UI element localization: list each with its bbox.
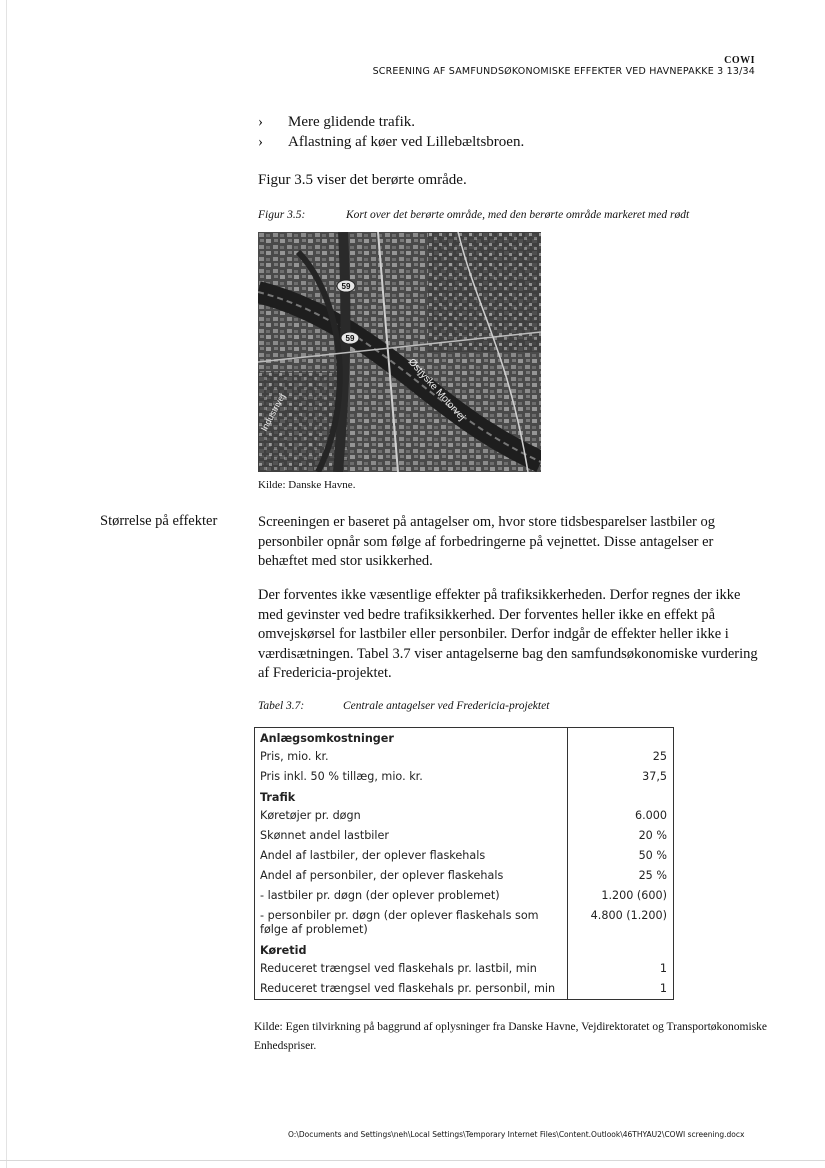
table-cell-value: 4.800 (1.200)	[590, 909, 667, 922]
bullet-item	[258, 114, 415, 131]
table-cell-value: 1	[659, 962, 667, 975]
table-cell-value: 25	[652, 750, 667, 763]
table-row	[255, 866, 674, 886]
intro-text: Figur 3.5 viser det berørte område.	[258, 172, 467, 188]
table-section-header	[255, 940, 674, 959]
table-cell-value	[568, 787, 674, 806]
table-row	[255, 846, 674, 866]
table-source: Kilde: Egen tilvirkning på baggrund af oplysninger fra Danske Havne, Vejdirektoratet og Transportøkonomiske Enhedspriser.	[254, 1021, 768, 1052]
table-cell-value	[568, 940, 674, 959]
bullet-text: Aflastning af køer ved Lillebæltsbroen.	[288, 134, 525, 150]
table-cell-label: Anlægsomkostninger	[255, 728, 568, 748]
table-body	[255, 728, 674, 1000]
paragraph: Screeningen er baseret på antagelser om, hvor store tidsbesparelser lastbiler og personbiler opnår som følge af forbedringerne på vejnettet. Disse antagelser er behæftet med stor usikkerhed.	[258, 514, 715, 569]
bullet-item	[258, 134, 524, 151]
figure-caption-text: Kort over det berørte område, med den berørte område markeret med rødt	[346, 209, 690, 221]
table-cell-label: Reduceret trængsel ved flaskehals pr. personbil, min	[255, 979, 568, 1000]
table-section-header	[255, 728, 674, 748]
table-cell-value: 1.200 (600)	[601, 889, 667, 902]
table-cell-label: Køretøjer pr. døgn	[255, 806, 568, 826]
table-row	[255, 959, 674, 979]
bullet-marker: ›	[258, 114, 263, 130]
road-number-top: 59	[341, 282, 351, 291]
table-caption	[258, 700, 549, 712]
table-row	[255, 767, 674, 787]
table-cell-label: Andel af lastbiler, der oplever flaskehals	[255, 846, 568, 866]
table-row	[255, 806, 674, 826]
scan-edge-left	[6, 0, 7, 1168]
table-cell-value: 37,5	[642, 770, 667, 783]
table-cell-label: Reduceret trængsel ved flaskehals pr. lastbil, min	[255, 959, 568, 979]
paragraph: Der forventes ikke væsentlige effekter på trafiksikkerheden. Derfor regnes der ikke med gevinster ved bedre trafiksikkerhed. Der forventes heller ikke en effekt på omvejskørsel for lastbiler eller personbiler. Derfor indgår de effekter heller ikke i værdisætningen. Tabel 3.7 viser antagelserne bag den samfundsøkonomiske vurdering af Fredericia-projektet.	[258, 587, 758, 681]
table-cell-value: 25 %	[638, 869, 667, 882]
table-row	[255, 886, 674, 906]
table-label: Tabel 3.7:	[258, 700, 305, 712]
table-cell-label: Skønnet andel lastbiler	[255, 826, 568, 846]
table-cell-value: 50 %	[638, 849, 667, 862]
table-cell-value: 6.000	[634, 809, 667, 822]
running-head: SCREENING AF SAMFUNDSØKONOMISKE EFFEKTER VED HAVNEPAKKE 3 13/34	[372, 66, 755, 77]
bullet-text: Mere glidende trafik.	[288, 114, 416, 130]
side-heading: Størrelse på effekter	[100, 513, 218, 529]
table-cell-value: 1	[659, 982, 667, 995]
scan-edge-bottom	[0, 1160, 825, 1161]
figure-label: Figur 3.5:	[258, 209, 306, 221]
bullet-marker: ›	[258, 134, 263, 150]
assumptions-table	[254, 727, 674, 1000]
road-number-mid: 59	[345, 334, 355, 343]
motorway-label: Østjyske Motorvej	[405, 356, 468, 424]
table-cell-label: Pris inkl. 50 % tillæg, mio. kr.	[255, 767, 568, 787]
table-cell-label: Pris, mio. kr.	[255, 747, 568, 767]
table-cell-label: Trafik	[255, 787, 568, 806]
figure-source: Kilde: Danske Havne.	[258, 479, 356, 491]
table-cell-label: Andel af personbiler, der oplever flaskehals	[255, 866, 568, 886]
table-section-header	[255, 787, 674, 806]
footer-file-path: O:\Documents and Settings\neh\Local Settings\Temporary Internet Files\Content.Outlook\46THYAU2\COWI screening.docx	[288, 1130, 745, 1139]
table-cell-value: 20 %	[638, 829, 667, 842]
table-row	[255, 906, 674, 940]
table-row	[255, 747, 674, 767]
table-row	[255, 979, 674, 1000]
table-cell-label: Køretid	[255, 940, 568, 959]
company-logo: COWI	[724, 55, 755, 66]
table-cell-label: - lastbiler pr. døgn (der oplever problemet)	[255, 886, 568, 906]
table-caption-text: Centrale antagelser ved Fredericia-projektet	[343, 700, 550, 712]
figure-caption	[258, 209, 689, 221]
table-cell-value	[568, 728, 674, 748]
table-row	[255, 826, 674, 846]
street-label: Industrivej	[258, 392, 288, 433]
map-graphic	[258, 232, 541, 472]
table-cell-label: - personbiler pr. døgn (der oplever flaskehals som følge af problemet)	[255, 906, 568, 940]
area-map	[258, 232, 541, 472]
